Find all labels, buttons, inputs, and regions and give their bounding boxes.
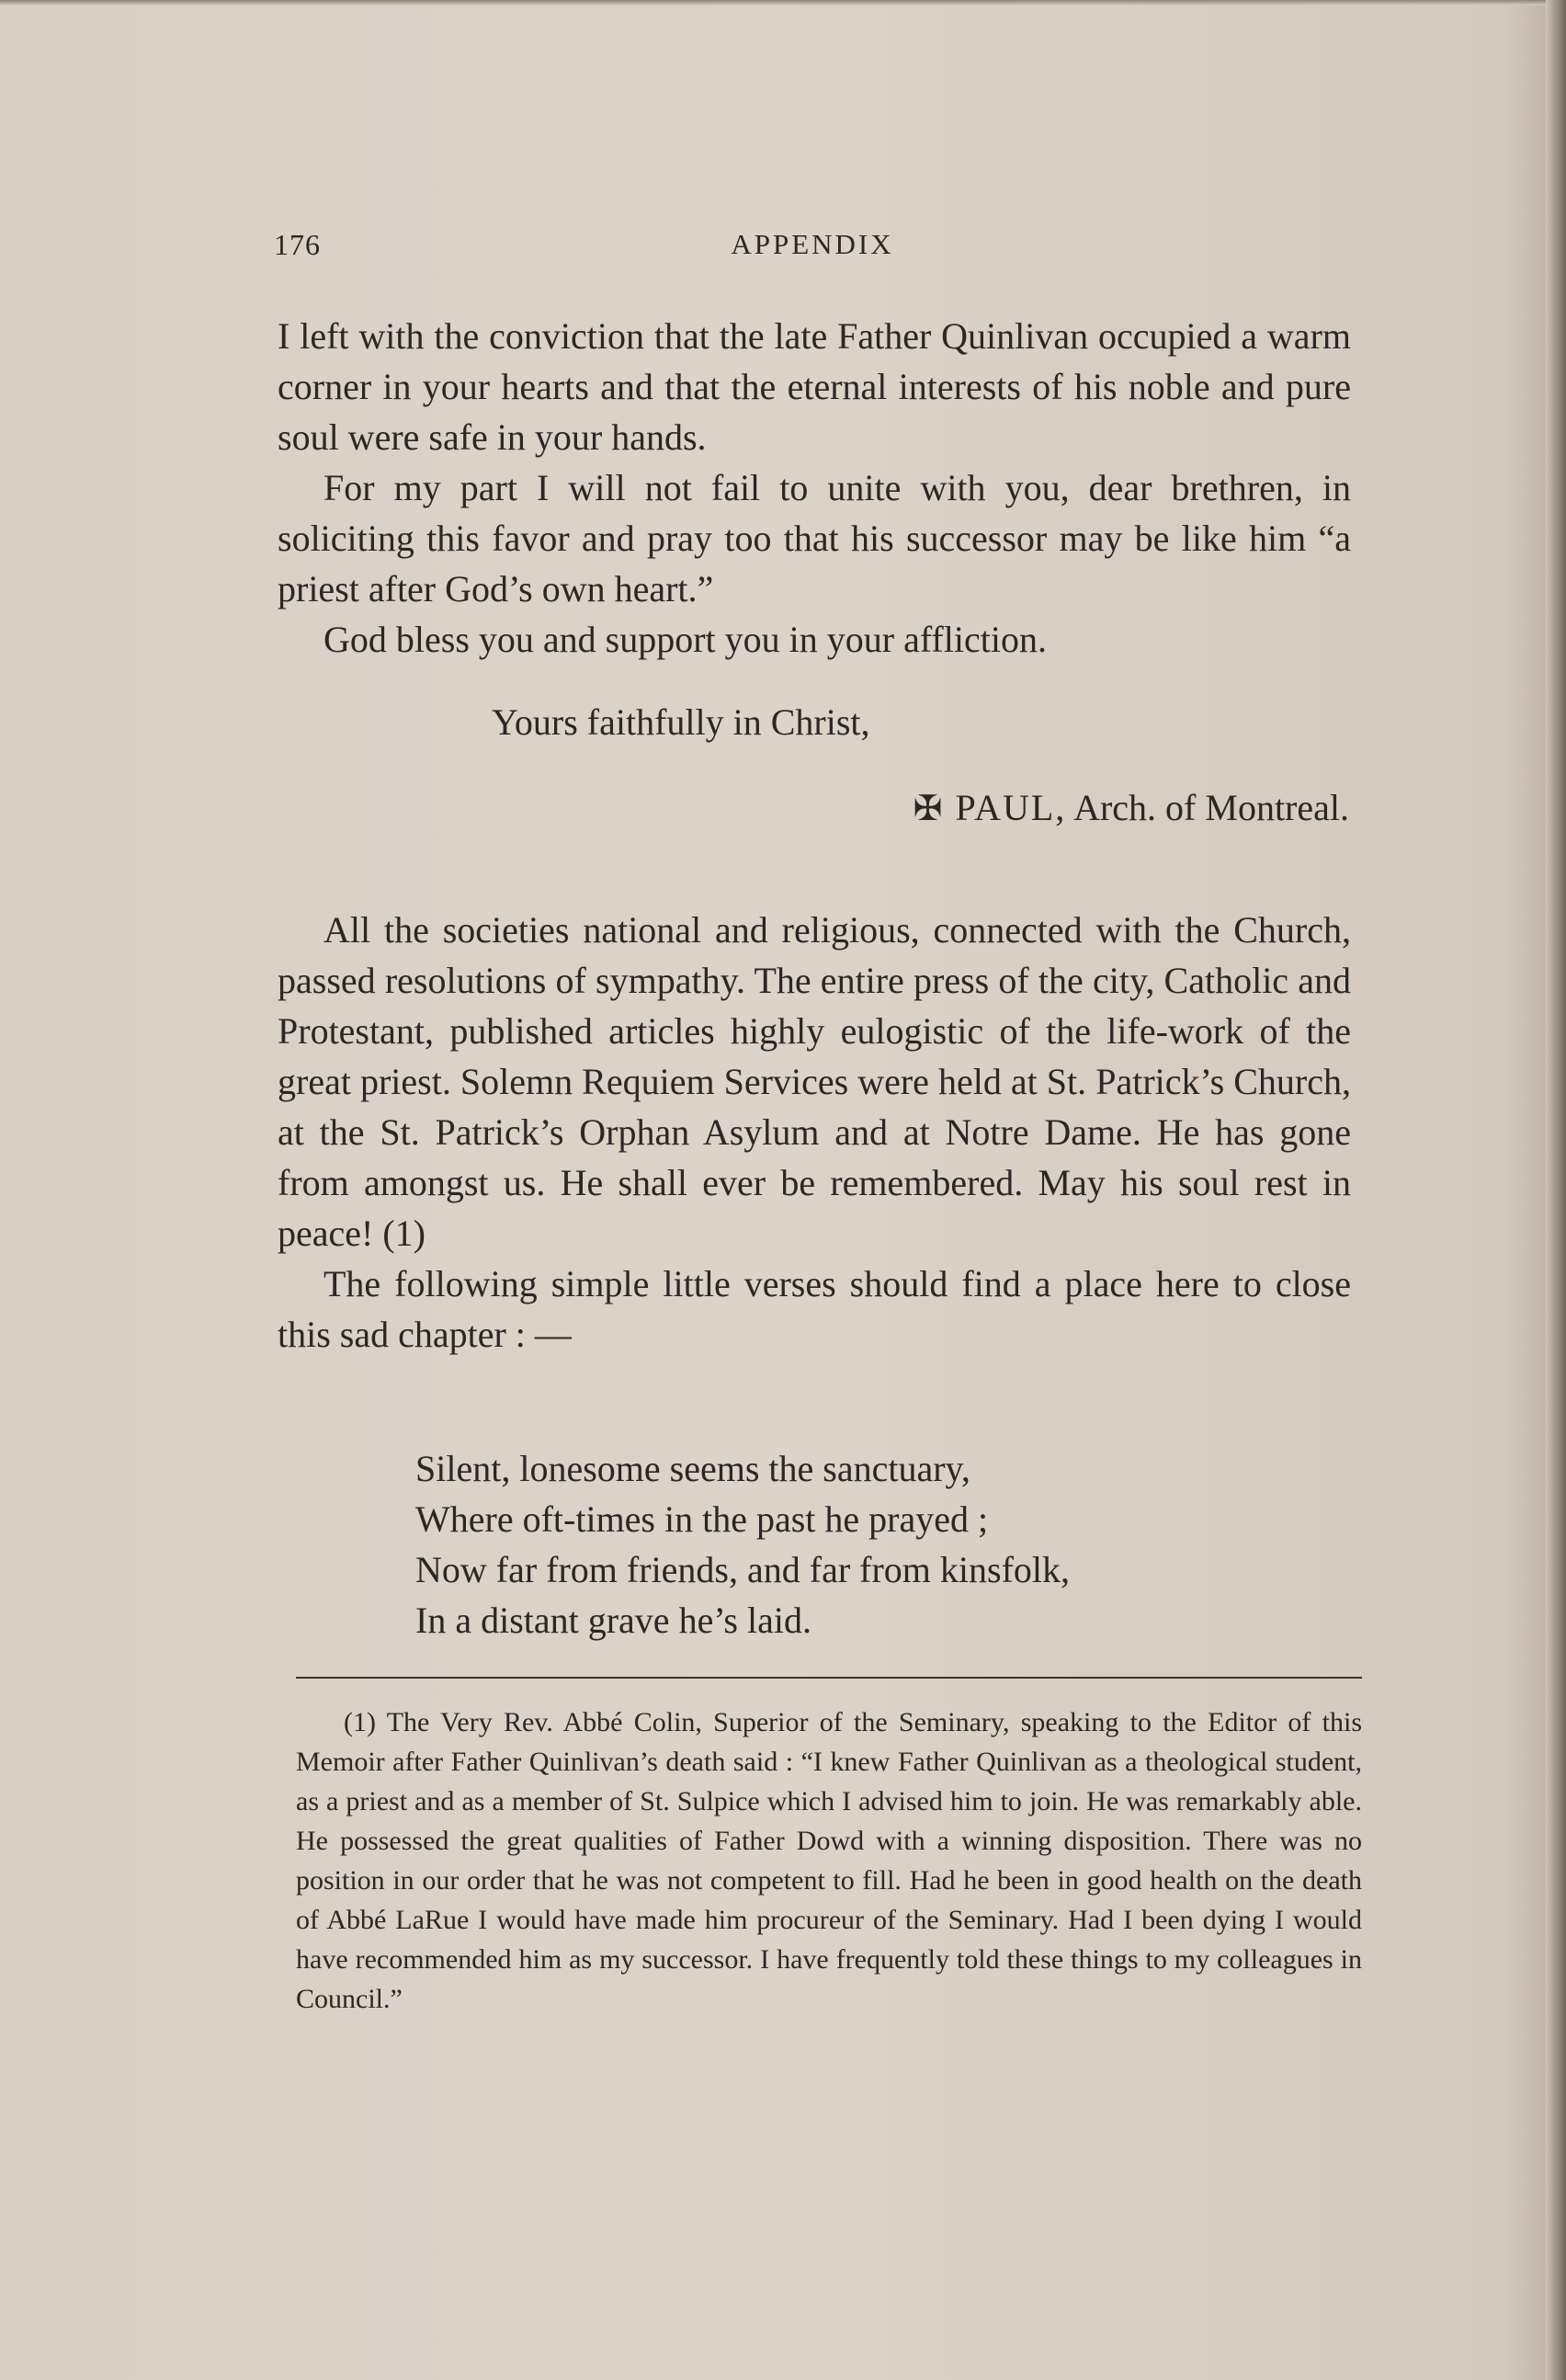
- letter-body: [278, 311, 1351, 665]
- verse-line: Silent, lonesome seems the sanctuary,: [415, 1448, 970, 1489]
- verse-line: In a distant grave he’s laid.: [415, 1600, 811, 1641]
- signature-title: Arch. of Montreal.: [1066, 787, 1349, 828]
- running-head: APPENDIX: [731, 228, 894, 260]
- page-number: 176: [274, 228, 321, 261]
- page-right-edge: [1546, 0, 1566, 2380]
- page-header: [274, 228, 1351, 274]
- letter-paragraph-2: For my part I will not fail to unite with you, dear brethren, in soliciting this favor and pray too that his successor may be like him “a priest after God’s own heart.”: [278, 467, 1351, 609]
- footnote-divider: [296, 1677, 1362, 1679]
- verse-line: Where oft-times in the past he prayed ;: [415, 1498, 989, 1540]
- letter-paragraph-1: I left with the conviction that the late Father Quinlivan occupied a warm corner in your hearts and that the eternal interests of his noble and pure soul were safe in your hands.: [278, 315, 1351, 458]
- footnote: [296, 1702, 1362, 2019]
- verse-line: Now far from friends, and far from kinsfolk,: [415, 1549, 1071, 1590]
- verse-block: [415, 1443, 1070, 1646]
- narrative-paragraph-2: The following simple little verses should find a place here to close this sad chapter : —: [278, 1263, 1351, 1355]
- letter-paragraph-3: God bless you and support you in your affliction.: [323, 619, 1047, 660]
- narrative-body: [278, 905, 1351, 1360]
- letter-signature: [914, 786, 1349, 829]
- page-top-edge: [0, 0, 1566, 6]
- signature-name: PAUL,: [955, 787, 1067, 828]
- narrative-paragraph-1: All the societies national and religious, connected with the Church, passed resolutions of sympathy. The entire press of the city, Catholic and Protestant, published articles highly eulogistic of the life-work of the great priest. Solemn Requiem Services were held at St. Patrick’s Church, at the St. Patrick’s Orphan Asylum and at Notre Dame. He has gone from amongst us. He shall ever be remembered. May his soul rest in peace! (1): [278, 909, 1351, 1254]
- footnote-text: (1) The Very Rev. Abbé Colin, Superior of the Seminary, speaking to the Editor of this Memoir after Father Quinlivan’s death said : “I knew Father Quinlivan as a theological student, as a priest and as a member of St. Sulpice which I advised him to join. He was remarkably able. He possessed the great qualities of Father Dowd with a winning disposition. There was no position in our order that he was not competent to fill. Had he been in good health on the death of Abbé LaRue I would have made him procureur of the Seminary. Had I been dying I would have recommended him as my successor. I have frequently told these things to my colleagues in Council.”: [296, 1707, 1362, 2014]
- cross-icon: ✠: [913, 790, 943, 828]
- letter-closing: Yours faithfully in Christ,: [492, 701, 870, 743]
